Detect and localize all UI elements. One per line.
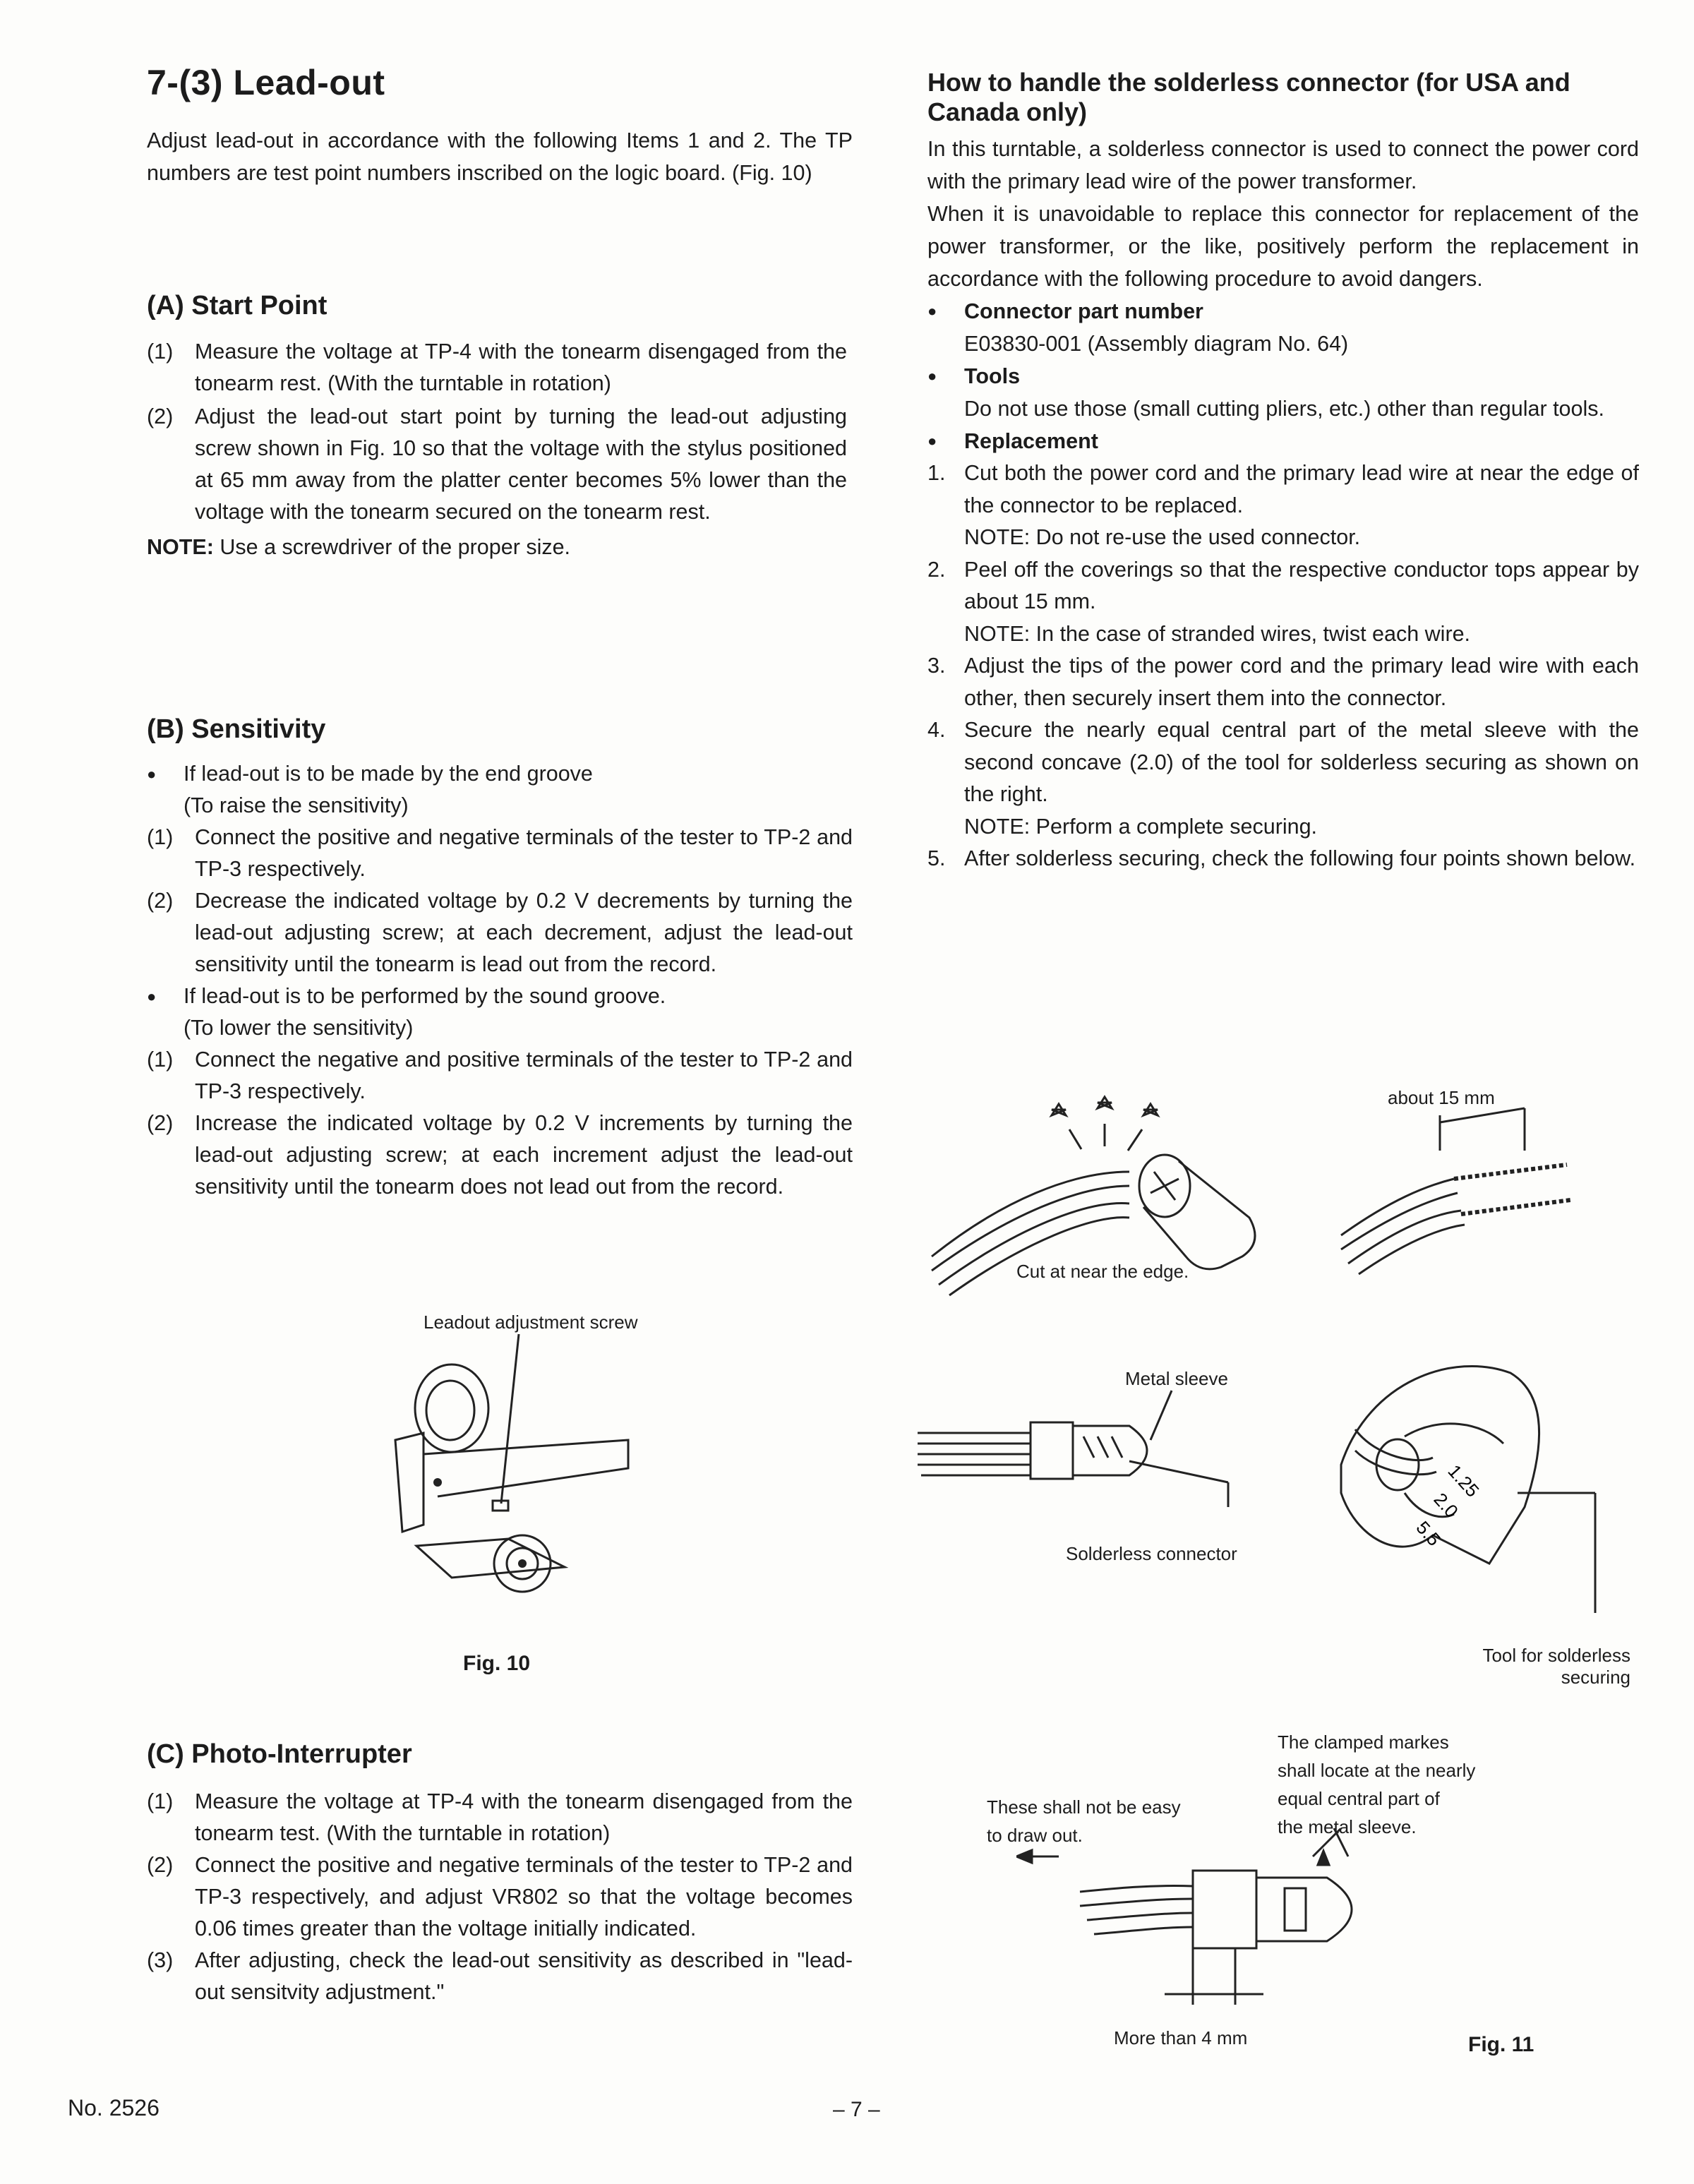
list-item: (2) Decrease the indicated voltage by 0.2 V decrements by turning the lead-out adjusting screw; at each decrement, adjust the lead-out sensitivity until the tonearm is lead out from the record. xyxy=(147,889,853,976)
fig10-caption: Fig. 10 xyxy=(463,1652,531,1675)
fig10-label: Leadout adjustment screw xyxy=(424,1312,638,1333)
more-than-4mm-label: More than 4 mm xyxy=(1114,2027,1248,2048)
fig11-tool-illustration xyxy=(1313,1352,1595,1627)
about-15mm-label: about 15 mm xyxy=(1388,1087,1495,1108)
section-c-list xyxy=(147,1786,853,2008)
list-item: (1) Connect the negative and positive terminals of the tester to TP-2 and TP-3 respectively. xyxy=(147,1048,853,1103)
doc-number: No. 2526 xyxy=(68,2095,160,2120)
intro-paragraph: Adjust lead-out in accordance with the following Items 1 and 2. The TP numbers are test point numbers inscribed on the logic board. (Fig. 10) xyxy=(147,128,853,185)
right-body xyxy=(927,133,1639,875)
list-item: (1) Measure the voltage at TP-4 with the tonearm disengaged from the tonearm test. (With the turntable in rotation) xyxy=(147,1789,853,1845)
tool-label: Tool for solderless securing xyxy=(1482,1645,1630,1688)
section-b-heading: (B) Sensitivity xyxy=(147,714,326,744)
section-title: 7-(3) Lead-out xyxy=(147,63,385,102)
list-item: (3) After adjusting, check the lead-out sensitivity as described in "lead-out sensitvity adjustment." xyxy=(147,1948,853,2004)
section-b-list xyxy=(147,758,853,1203)
step-item: 2. Peel off the coverings so that the respective conductor tops appear by about 15 mm. NOTE: In the case of stranded wires, twist each wire. xyxy=(927,557,1639,646)
metal-sleeve-label: Metal sleeve xyxy=(1125,1368,1228,1389)
section-c-heading: (C) Photo-Interrupter xyxy=(147,1739,412,1769)
list-item: (1) Measure the voltage at TP-4 with the tonearm disengaged from the tonearm rest. (With the turntable in rotation) xyxy=(147,340,847,395)
list-item: (2) Increase the indicated voltage by 0.2 V increments by turning the lead-out adjusting screw; at each increment adjust the lead-out sensitivity until the tonearm does not lead out from the record. xyxy=(147,1111,853,1199)
list-item: ● If lead-out is to be performed by the sound groove. (To lower the sensitivity) xyxy=(147,980,853,1044)
list-item: ● If lead-out is to be made by the end groove (To raise the sensitivity) xyxy=(147,758,853,822)
cut-label: Cut at near the edge. xyxy=(1016,1261,1189,1282)
step-item: 4. Secure the nearly equal central part of the metal sleeve with the second concave (2.0) of the tool for solderless securing as shown on the right. NOTE: Perform a complete securing. xyxy=(927,718,1639,839)
right-heading: How to handle the solderless connector (for USA and Canada only) xyxy=(927,68,1570,126)
fig11-caption: Fig. 11 xyxy=(1468,2033,1534,2056)
draw-out-note: These shall not be easy to draw out. xyxy=(987,1796,1181,1846)
solderless-connector-label: Solderless connector xyxy=(1066,1543,1237,1564)
right-para-2: When it is unavoidable to replace this connector for replacement of the power transformer, or the like, positively perform the replacement in accordance with the following procedure to avoid dangers. xyxy=(927,202,1639,291)
right-para-1: In this turntable, a solderless connector is used to connect the power cord with the primary lead wire of the power transformer. xyxy=(927,137,1639,193)
page-number: – 7 – xyxy=(833,2098,880,2121)
tool-mark-3: 5.5 xyxy=(1412,1516,1446,1550)
tools-item: ● Tools Do not use those (small cutting pliers, etc.) other than regular tools. xyxy=(927,360,1639,425)
fig11-connector-illustration xyxy=(918,1391,1242,1518)
part-number-item: ● Connector part number E03830-001 (Assembly diagram No. 64) xyxy=(927,295,1639,360)
replacement-item: ● Replacement xyxy=(927,425,1639,457)
list-item: (1) Connect the positive and negative terminals of the tester to TP-2 and TP-3 respectively. xyxy=(147,825,853,881)
list-item: (2) Adjust the lead-out start point by turning the lead-out adjusting screw shown in Fig. 10 so that the voltage with the stylus positioned at 65 mm away from the platter center becomes 5% lower than the voltage with the tonearm secured on the tonearm rest. xyxy=(147,404,847,524)
note: NOTE: Use a screwdriver of the proper size. xyxy=(147,535,571,559)
fig11-check-illustration xyxy=(1016,1828,1412,2019)
clamped-note: The clamped markes shall locate at the nearly equal central part of the metal sleeve. xyxy=(1278,1732,1476,1837)
step-item: 1. Cut both the power cord and the primary lead wire at near the edge of the connector to be replaced. NOTE: Do not re-use the used connector. xyxy=(927,461,1639,549)
tool-mark-2: 2.0 xyxy=(1429,1488,1463,1522)
fig10-illustration xyxy=(395,1334,635,1602)
list-item: (2) Connect the positive and negative terminals of the tester to TP-2 and TP-3 respectively, and adjust VR802 so that the voltage becomes 0.06 times greater than the voltage initially indicated. xyxy=(147,1853,853,1940)
section-a-heading: (A) Start Point xyxy=(147,291,328,320)
fig11-stripped-wires-illustration xyxy=(1327,1108,1581,1278)
step-item: 3. Adjust the tips of the power cord and the primary lead wire with each other, then securely insert them into the connector. xyxy=(927,654,1639,710)
step-item: 5. After solderless securing, check the following four points shown below. xyxy=(927,846,1636,870)
tool-mark-1: 1.25 xyxy=(1443,1460,1484,1501)
section-a-list xyxy=(147,336,847,563)
